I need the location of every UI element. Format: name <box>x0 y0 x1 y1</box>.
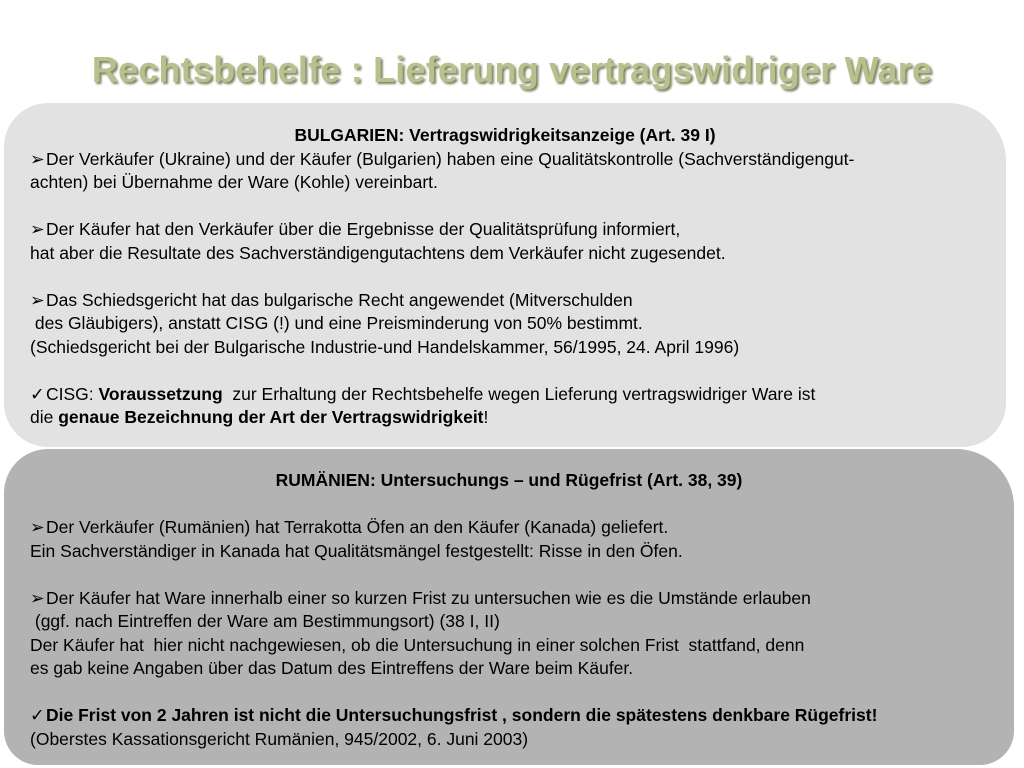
romania-heading: RUMÄNIEN: Untersuchungs – und Rügefrist (Art. 38, 39) <box>275 470 743 490</box>
arrow-bullet-icon: ➢ <box>30 148 45 169</box>
bulgaria-panel <box>4 103 1006 447</box>
bulgaria-p1-text-1: Der Verkäufer (Ukraine) und der Käufer (Bulgarien) haben eine Qualitätskontrolle (Sachverständigengut- <box>46 148 855 169</box>
bulgaria-p3-text-1: Das Schiedsgericht hat das bulgarische Recht angewendet (Mitverschulden <box>46 289 633 310</box>
spacer <box>30 265 990 289</box>
arrow-bullet-icon: ➢ <box>30 289 45 310</box>
bulgaria-heading: BULGARIEN: Vertragswidrigkeitsanzeige (Art. 39 I) <box>294 125 716 145</box>
romania-paragraph-3-line-2: (Oberstes Kassationsgericht Rumänien, 945/2002, 6. Juni 2003) <box>30 728 529 749</box>
arrow-bullet-icon: ➢ <box>30 517 45 537</box>
romania-p1-text-1: Der Verkäufer (Rumänien) hat Terrakotta Öfen an den Käufer (Kanada) geliefert. <box>46 517 669 537</box>
spacer <box>30 493 998 517</box>
bulgaria-paragraph-4-line-1 <box>30 383 990 407</box>
bulgaria-paragraph-3-line-3: (Schiedsgericht bei der Bulgarische Industrie-und Handelskammer, 56/1995, 24. April 1996) <box>30 336 740 357</box>
spacer <box>30 563 998 587</box>
bulgaria-p4-rest-1: zur Erhaltung der Rechtsbehelfe wegen Lieferung vertragswidriger Ware ist <box>222 383 816 404</box>
romania-p2-text-1: Der Käufer hat Ware innerhalb einer so kurzen Frist zu untersuchen wie es die Umstände erlauben <box>46 587 811 608</box>
spacer <box>30 195 990 219</box>
bulgaria-paragraph-1-line-1 <box>30 148 990 172</box>
bulgaria-paragraph-2-line-2: hat aber die Resultate des Sachverständigengutachtens dem Verkäufer nicht zugesendet. <box>30 242 726 263</box>
spacer <box>30 681 998 705</box>
bulgaria-paragraph-2-line-1 <box>30 218 990 242</box>
romania-panel <box>4 449 1014 765</box>
bulgaria-paragraph-1-line-2: achten) bei Übernahme der Ware (Kohle) vereinbart. <box>30 172 438 192</box>
bulgaria-p4-bold-2: genaue Bezeichnung der Art der Vertragswidrigkeit <box>58 407 484 427</box>
check-bullet-icon: ✓ <box>30 383 45 404</box>
bulgaria-paragraph-3-line-1 <box>30 289 990 313</box>
romania-paragraph-3-line-1 <box>30 704 998 728</box>
bulgaria-p4-bold-1: Voraussetzung <box>98 383 223 404</box>
romania-paragraph-1-line-2: Ein Sachverständiger in Kanada hat Qualitätsmängel festgestellt: Risse in den Öfen. <box>30 540 683 561</box>
romania-paragraph-1-line-1 <box>30 516 998 540</box>
romania-paragraph-2-line-1 <box>30 587 998 611</box>
bulgaria-paragraph-3-line-2: des Gläubigers), anstatt CISG (!) und eine Preisminderung von 50% bestimmt. <box>30 313 643 333</box>
romania-paragraph-2-line-4: es gab keine Angaben über das Datum des Eintreffens der Ware beim Käufer. <box>30 658 634 678</box>
slide-title: Rechtsbehelfe : Lieferung vertragswidriger Ware <box>91 49 933 90</box>
bulgaria-p4-prefix-2: die <box>30 407 59 427</box>
arrow-bullet-icon: ➢ <box>30 219 45 239</box>
romania-p3-bold: Die Frist von 2 Jahren ist nicht die Untersuchungsfrist , sondern die spätestens denkbare Rügefrist! <box>46 705 878 725</box>
bulgaria-p4-prefix: CISG: <box>46 383 99 404</box>
romania-paragraph-2-line-2: (ggf. nach Eintreffen der Ware am Bestimmungsort) (38 I, II) <box>30 611 500 631</box>
check-bullet-icon: ✓ <box>30 705 45 725</box>
bulgaria-p4-end: ! <box>483 407 489 427</box>
bulgaria-paragraph-4-line-2 <box>30 406 990 430</box>
romania-paragraph-2-line-3: Der Käufer hat hier nicht nachgewiesen, ob die Untersuchung in einer solchen Frist stattfand, denn <box>30 634 805 655</box>
spacer <box>30 359 990 383</box>
arrow-bullet-icon: ➢ <box>30 587 45 608</box>
bulgaria-p2-text-1: Der Käufer hat den Verkäufer über die Ergebnisse der Qualitätsprüfung informiert, <box>46 219 681 239</box>
